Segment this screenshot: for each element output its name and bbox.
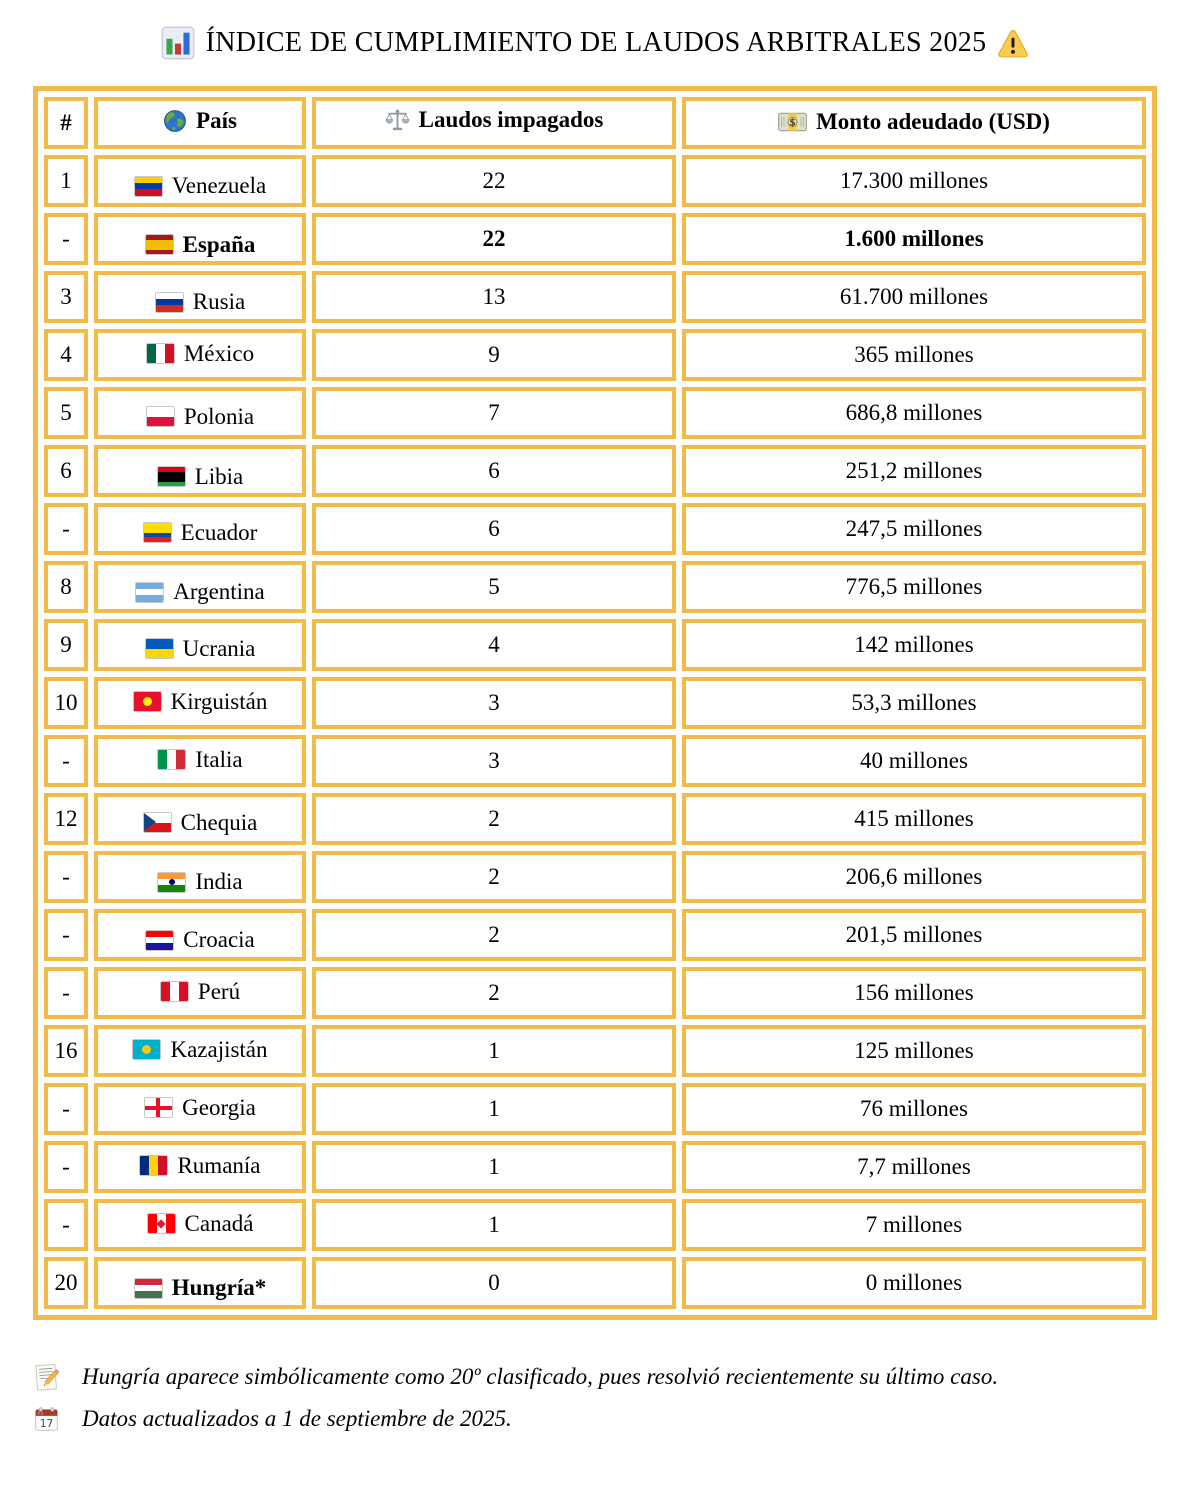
country-cell (94, 1025, 306, 1077)
argentina-flag-icon (135, 582, 164, 603)
amount-cell: 1.600 millones (682, 213, 1146, 265)
country-cell (94, 1141, 306, 1193)
bar-chart-icon (161, 26, 195, 60)
table-row (44, 1025, 1146, 1077)
country-name: España (182, 231, 256, 257)
awards-cell: 3 (312, 735, 676, 787)
country-cell (94, 967, 306, 1019)
rank-cell: - (44, 1199, 88, 1251)
awards-cell: 1 (312, 1141, 676, 1193)
amount-cell: 686,8 millones (682, 387, 1146, 439)
rank-cell: - (44, 1141, 88, 1193)
amount-cell: 365 millones (682, 329, 1146, 381)
mexico-flag-icon (146, 343, 175, 364)
ranking-table-body (44, 155, 1146, 1309)
awards-cell: 1 (312, 1199, 676, 1251)
page-title (0, 21, 1190, 65)
banknote-icon (778, 112, 807, 132)
rank-cell: - (44, 851, 88, 903)
country-name: Canadá (184, 1210, 254, 1236)
country-name: Polonia (183, 403, 255, 429)
amount-cell: 7 millones (682, 1199, 1146, 1251)
country-cell (94, 909, 306, 961)
ucrania-flag-icon (145, 638, 174, 659)
table-row (44, 329, 1146, 381)
amount-cell: 776,5 millones (682, 561, 1146, 613)
footnote-hungary (33, 1356, 1190, 1398)
awards-cell: 2 (312, 967, 676, 1019)
ecuador-flag-icon (143, 522, 172, 543)
footnote-updated-text: Datos actualizados a 1 de septiembre de 2025. (82, 1406, 512, 1431)
awards-cell: 22 (312, 213, 676, 265)
table-row (44, 793, 1146, 845)
amount-header (682, 97, 1146, 149)
country-name: Croacia (183, 927, 255, 953)
awards-cell: 13 (312, 271, 676, 323)
country-name: Perú (197, 978, 241, 1004)
table-row (44, 735, 1146, 787)
croacia-flag-icon (145, 930, 174, 951)
page-title-text: ÍNDICE DE CUMPLIMIENTO DE LAUDOS ARBITRALES 2025 (205, 27, 987, 58)
venezuela-flag-icon (134, 176, 163, 197)
amount-cell: 156 millones (682, 967, 1146, 1019)
table-row (44, 677, 1146, 729)
rank-cell: 6 (44, 445, 88, 497)
amount-cell: 61.700 millones (682, 271, 1146, 323)
svg-text:$: $ (789, 116, 796, 128)
georgia-flag-icon (144, 1097, 173, 1118)
country-cell (94, 387, 306, 439)
table-row (44, 561, 1146, 613)
country-cell (94, 213, 306, 265)
awards-header (312, 97, 676, 149)
awards-cell: 2 (312, 851, 676, 903)
country-name: Georgia (182, 1094, 256, 1120)
country-name: Hungría* (171, 1275, 267, 1301)
country-name: Ucrania (182, 635, 256, 661)
memo-icon (33, 1363, 60, 1392)
awards-cell: 4 (312, 619, 676, 671)
rank-cell: 9 (44, 619, 88, 671)
rank-cell: - (44, 503, 88, 555)
calendar-icon (33, 1406, 60, 1433)
country-cell (94, 735, 306, 787)
awards-cell: 6 (312, 503, 676, 555)
country-cell (94, 1257, 306, 1309)
country-cell (94, 793, 306, 845)
amount-cell: 53,3 millones (682, 677, 1146, 729)
rank-cell: 4 (44, 329, 88, 381)
table-row (44, 387, 1146, 439)
rank-cell: 3 (44, 271, 88, 323)
espana-flag-icon (145, 234, 174, 255)
libia-flag-icon (157, 466, 186, 487)
table-row (44, 851, 1146, 903)
rank-cell: - (44, 1083, 88, 1135)
scales-icon (385, 108, 410, 133)
rank-header: # (44, 97, 88, 149)
country-name: Venezuela (171, 173, 267, 199)
awards-cell: 3 (312, 677, 676, 729)
rank-cell: - (44, 213, 88, 265)
country-name: Kirguistán (170, 688, 268, 714)
awards-cell: 7 (312, 387, 676, 439)
rumania-flag-icon (139, 1155, 168, 1176)
table-row (44, 1199, 1146, 1251)
table-row (44, 271, 1146, 323)
amount-cell: 415 millones (682, 793, 1146, 845)
kazajistan-flag-icon (132, 1039, 161, 1060)
table-header-row (44, 97, 1146, 149)
country-name: Rumanía (177, 1152, 261, 1178)
awards-cell: 6 (312, 445, 676, 497)
country-cell (94, 561, 306, 613)
rank-cell: - (44, 967, 88, 1019)
country-name: Ecuador (180, 519, 258, 545)
amount-cell: 125 millones (682, 1025, 1146, 1077)
country-cell (94, 271, 306, 323)
rank-cell: 10 (44, 677, 88, 729)
country-cell (94, 329, 306, 381)
rank-cell: 8 (44, 561, 88, 613)
hungria-flag-icon (134, 1278, 163, 1299)
country-header (94, 97, 306, 149)
amount-cell: 40 millones (682, 735, 1146, 787)
country-name: Italia (195, 746, 243, 772)
amount-cell: 206,6 millones (682, 851, 1146, 903)
country-name: Kazajistán (170, 1036, 268, 1062)
rusia-flag-icon (155, 292, 184, 313)
rank-cell: 20 (44, 1257, 88, 1309)
table-row (44, 967, 1146, 1019)
rank-cell: - (44, 909, 88, 961)
chequia-flag-icon (143, 812, 172, 833)
table-row (44, 909, 1146, 961)
table-row (44, 1257, 1146, 1309)
awards-header-label: Laudos impagados (418, 107, 604, 133)
footnotes (33, 1356, 1190, 1440)
country-name: India (195, 869, 243, 895)
amount-cell: 17.300 millones (682, 155, 1146, 207)
amount-cell: 142 millones (682, 619, 1146, 671)
footnote-updated (33, 1398, 1190, 1440)
amount-cell: 247,5 millones (682, 503, 1146, 555)
country-cell (94, 503, 306, 555)
table-row (44, 445, 1146, 497)
table-row (44, 155, 1146, 207)
footnote-hungary-text: Hungría aparece simbólicamente como 20º clasificado, pues resolvió recientemente su último caso. (82, 1364, 999, 1389)
country-cell (94, 677, 306, 729)
country-cell (94, 445, 306, 497)
country-name: México (183, 340, 255, 366)
peru-flag-icon (160, 981, 189, 1002)
amount-cell: 201,5 millones (682, 909, 1146, 961)
amount-cell: 251,2 millones (682, 445, 1146, 497)
awards-cell: 1 (312, 1025, 676, 1077)
rank-cell: 16 (44, 1025, 88, 1077)
rank-cell: 1 (44, 155, 88, 207)
kirguistan-flag-icon (133, 691, 162, 712)
svg-text:17: 17 (39, 1416, 54, 1430)
country-cell (94, 619, 306, 671)
table-row (44, 1141, 1146, 1193)
table-row (44, 1083, 1146, 1135)
table-row (44, 213, 1146, 265)
awards-cell: 22 (312, 155, 676, 207)
country-name: Argentina (173, 579, 265, 605)
amount-cell: 7,7 millones (682, 1141, 1146, 1193)
country-cell (94, 155, 306, 207)
amount-cell: 76 millones (682, 1083, 1146, 1135)
awards-cell: 2 (312, 909, 676, 961)
svg-text:JUL: JUL (38, 1410, 45, 1416)
warning-icon (997, 28, 1029, 58)
country-cell (94, 851, 306, 903)
country-cell (94, 1199, 306, 1251)
awards-cell: 1 (312, 1083, 676, 1135)
globe-icon (163, 109, 187, 133)
amount-header-label: Monto adeudado (USD) (816, 108, 1050, 134)
country-cell (94, 1083, 306, 1135)
rank-cell: 12 (44, 793, 88, 845)
awards-cell: 5 (312, 561, 676, 613)
india-flag-icon (157, 872, 186, 893)
country-name: Chequia (180, 809, 258, 835)
awards-cell: 0 (312, 1257, 676, 1309)
country-name: Libia (194, 463, 244, 489)
polonia-flag-icon (146, 406, 175, 427)
country-header-label: País (196, 107, 237, 133)
amount-cell: 0 millones (682, 1257, 1146, 1309)
table-row (44, 619, 1146, 671)
rank-cell: - (44, 735, 88, 787)
country-name: Rusia (192, 289, 246, 315)
table-row (44, 503, 1146, 555)
italia-flag-icon (157, 749, 186, 770)
ranking-table (33, 86, 1157, 1320)
canada-flag-icon (147, 1213, 176, 1234)
awards-cell: 2 (312, 793, 676, 845)
rank-cell: 5 (44, 387, 88, 439)
awards-cell: 9 (312, 329, 676, 381)
